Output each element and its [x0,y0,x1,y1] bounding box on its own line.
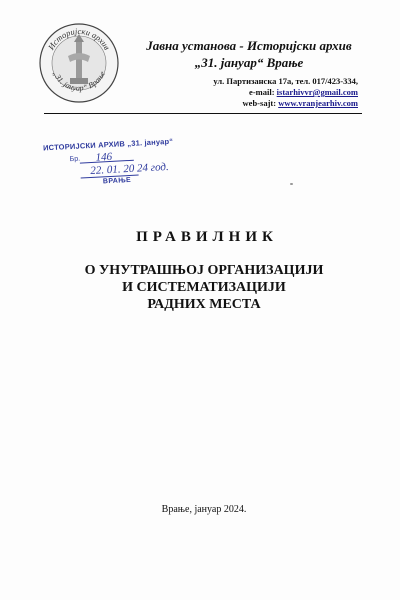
address-line: ул. Партизанска 17а, тел. 017/423-334, [213,76,358,86]
stamp-number-label: Бр. [69,155,81,164]
stamp-title: ИСТОРИЈСКИ АРХИВ „31. јануар“ [42,136,174,153]
org-name-line1: Јавна установа - Историјски архив [146,38,352,53]
organization-name [126,38,372,71]
email-link[interactable]: istarhivvr@gmail.com [276,87,358,97]
stamp-date: 22. 01. 20 24 год. [90,160,170,178]
scan-speck [290,183,293,185]
header-divider [44,113,362,114]
document-title: ПРАВИЛНИК [136,229,278,245]
subtitle-line-2: И СИСТЕМАТИЗАЦИЈИ [122,280,286,295]
subtitle-line-1: О УНУТРАШЊОЈ ОРГАНИЗАЦИЈИ [84,263,324,278]
registry-stamp [39,134,182,193]
website-line [160,98,358,109]
website-link[interactable]: www.vranjearhiv.com [278,98,358,108]
org-name-line2: „31. јануар“ Врање [194,55,304,70]
email-label: e-mail: [249,87,277,97]
archive-seal-icon [38,22,120,104]
contact-info [160,76,358,109]
seal-text-bottom: „31. јануар“ Врање [51,69,107,93]
document-subtitle [0,262,400,313]
seal-text-top: Историјски архив [45,25,113,52]
subtitle-line-3: РАДНИХ МЕСТА [147,297,261,312]
email-line [160,87,358,98]
website-label: web-sajt: [242,98,279,108]
place-and-date: Врање, јануар 2024. [161,504,247,515]
stamp-number-value: 146 [95,150,113,164]
stamp-city: ВРАЊЕ [102,176,132,186]
